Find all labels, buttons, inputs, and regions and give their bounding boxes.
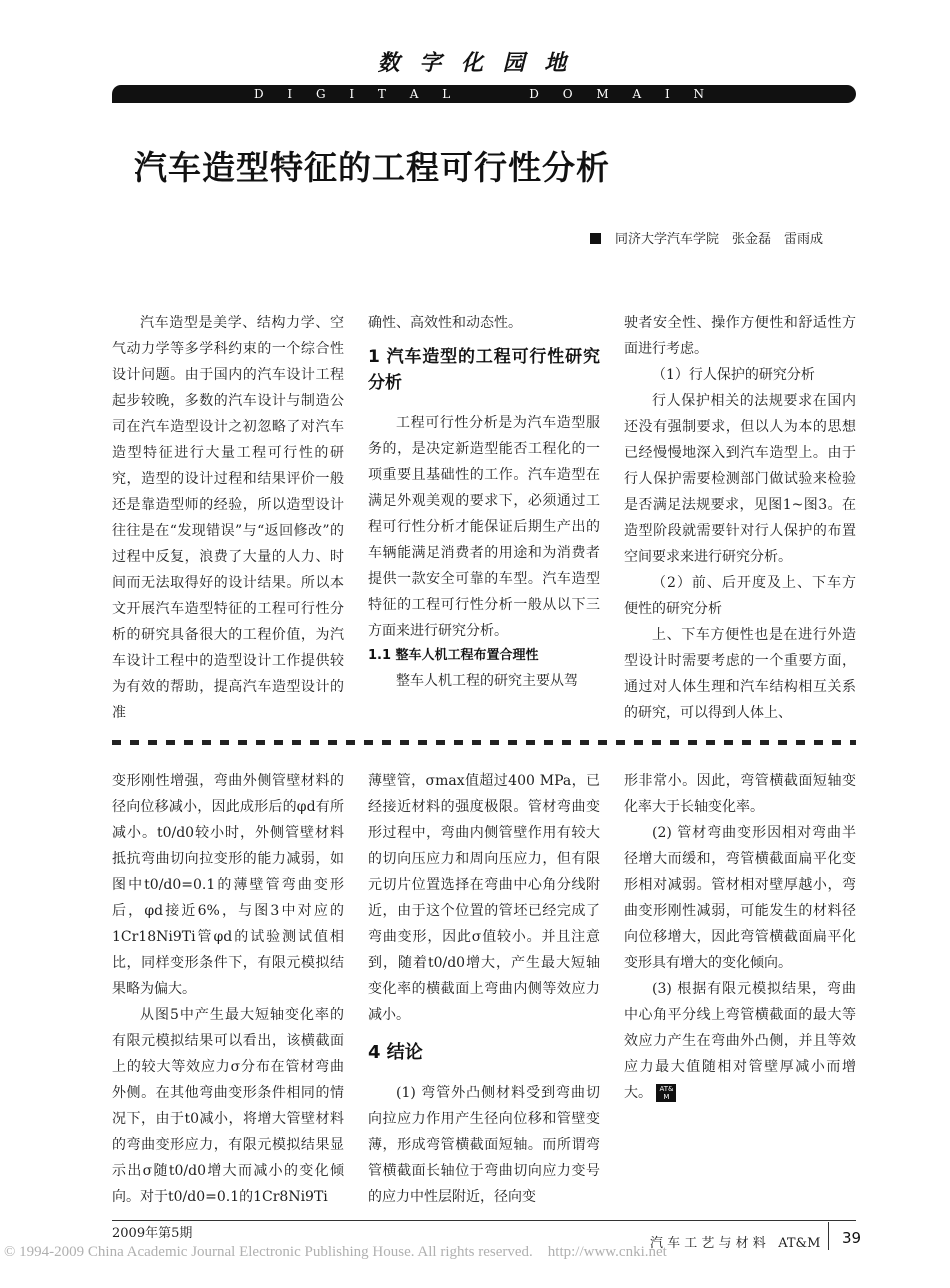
page-number: 39 [842,1229,862,1247]
bottom-col3-paragraph: 形非常小。因此，弯管横截面短轴变化率大于长轴变化率。 [624,773,856,815]
bottom-col1-paragraph: 从图5中产生最大短轴变化率的有限元模拟结果可以看出，该横截面上的较大等效应力σ分布在管材弯曲外侧。在其他弯曲变形条件相同的情况下，由于t0减小，将增大管壁材料的弯曲变形应力，有限元模拟结果显示出σ随t0/d0增大而减小的变化倾向。对于t0/d0=0.1的1Cr8Ni9Ti [112,1007,344,1205]
top-column-1 [112,310,344,726]
top-column-3 [624,310,856,726]
bottom-column-3 [624,768,856,1106]
section-heading-4: 4 结论 [368,1042,423,1063]
bottom-column-2 [368,768,600,1210]
byline-authors: 同济大学汽车学院 张金磊 雷雨成 [615,232,824,247]
top-col2-paragraph: 工程可行性分析是为汽车造型服务的，是决定新造型能否工程化的一项重要且基础性的工作。汽车造型在满足外观美观的要求下，必须通过工程可行性分析才能保证后期生产出的车辆能满足消费者的用途和为消费者提供一款安全可靠的车型。汽车造型特征的工程可行性分析一般从以下三方面来进行研究分析。 [368,415,600,639]
top-col3-paragraph: 上、下车方便性也是在进行外造型设计时需要考虑的一个重要方面，通过对人体生理和汽车结构相互关系的研究，可以得到人体上、 [624,627,856,721]
top-col2-continuation: 确性、高效性和动态性。 [368,315,522,331]
footer-journal: 汽 车 工 艺 与 材 料 AT&M [650,1236,821,1251]
subsection-heading-1-1: 1.1 整车人机工程布置合理性 [368,648,539,663]
bottom-col2-paragraph: 薄壁管，σmax值超过400 MPa，已经接近材料的强度极限。管材弯曲变形过程中，弯曲内侧管壁作用有较大的切向压应力和周向压应力，但有限元切片位置选择在弯曲中心角分线附近，由于这个位置的管坯已经完成了弯曲变形，因此σ值较小。并且注意到，随着t0/d0增大，产生最大短轴变化率的横截面上弯曲内侧等效应力减小。 [368,773,600,1023]
footer-issue: 2009年第5期 [112,1226,193,1241]
header-bar [112,85,856,103]
top-col3-paragraph: 行人保护相关的法规要求在国内还没有强制要求，但以人为本的思想已经慢慢地深入到汽车造型上。由于行人保护需要检测部门做试验来检验是否满足法规要求，见图1~图3。在造型阶段就需要针对行人保护的布置空间要求来进行研究分析。 [624,393,856,565]
bottom-col3-paragraph: (3) 根据有限元模拟结果，弯曲中心角平分线上弯管横截面的最大等效应力产生在弯曲外凸侧，并且等效应力最大值随相对管壁厚减小而增大。 AT&M [624,981,856,1101]
byline-square-icon [590,233,601,244]
top-col3-paragraph: （2）前、后开度及上、下车方便性的研究分析 [624,575,856,617]
byline [590,228,823,247]
section-title-cn: 数 字 化 园 地 [377,51,573,76]
footer-divider [828,1222,829,1250]
top-col1-paragraph: 汽车造型是美学、结构力学、空气动力学等多学科约束的一个综合性设计问题。由于国内的汽车设计工程起步较晚，多数的汽车设计与制造公司在汽车造型设计之初忽略了对汽车造型特征进行大量工程可行性的研究，造型的设计过程和结果评价一般还是靠造型师的经验，所以造型设计往往是在“发现错误”与“返回修改”的过程中反复，浪费了大量的人力、时间而无法取得好的设计结果。所以本文开展汽车造型特征的工程可行性分析的研究具备很大的工程价值，为汽车设计工程中的造型设计工作提供较为有效的帮助，提高汽车造型设计的准 [112,315,344,721]
footer-rule [112,1220,856,1221]
top-column-2 [368,310,600,694]
bottom-col3-paragraph: (2) 管材弯曲变形因相对弯曲半径增大而缓和，弯管横截面扁平化变形相对减弱。管材相对壁厚越小，弯曲变形刚性减弱，可能发生的材料径向位移增大，因此弯管横截面扁平化变形具有增大的变化倾向。 [624,825,856,971]
dashed-separator [112,740,856,745]
copyright-watermark: © 1994-2009 China Academic Journal Electronic Publishing House. All rights reserved. http://www.cnki.net [4,1244,667,1260]
top-col3-paragraph: （1）行人保护的研究分析 [652,367,815,383]
end-mark-logo: AT&M [656,1084,676,1102]
top-col2-last-line: 整车人机工程的研究主要从驾 [396,673,578,689]
article-title: 汽车造型特征的工程可行性分析 [134,148,610,187]
top-col3-continuation: 驶者安全性、操作方便性和舒适性方面进行考虑。 [624,315,856,357]
section-title-en: D I G I T A L D O M A I N [253,87,714,101]
section-heading-1: 1 汽车造型的工程可行性研究分析 [368,347,600,393]
bottom-col2-paragraph: (1) 弯管外凸侧材料受到弯曲切向拉应力作用产生径向位移和管壁变薄，形成弯管横截面短轴。而所谓弯管横截面长轴位于弯曲切向应力变号的应力中性层附近，径向变 [368,1085,600,1205]
bottom-column-1 [112,768,344,1210]
bottom-col1-paragraph: 变形刚性增强，弯曲外侧管壁材料的径向位移减小，因此成形后的φd有所减小。t0/d0较小时，外侧管壁材料抵抗弯曲切向拉变形的能力减弱，如图中t0/d0=0.1的薄壁管弯曲变形后，φd接近6%，与图3中对应的1Cr18Ni9Ti管φd的试验测试值相比，同样变形条件下，有限元模拟结果略为偏大。 [112,773,344,997]
